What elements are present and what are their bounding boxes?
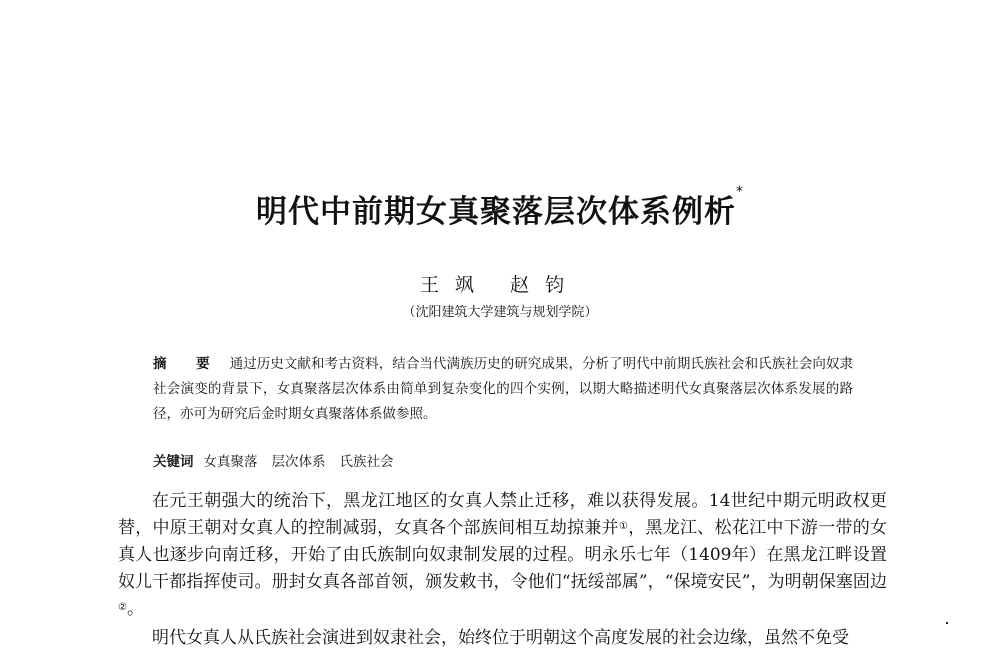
paper-title xyxy=(0,186,1000,231)
paper-title-text: 明代中前期女真聚落层次体系例析 xyxy=(256,194,736,230)
body-text xyxy=(118,488,887,652)
keyword: 层次体系 xyxy=(271,454,326,470)
body-paragraph xyxy=(118,488,887,623)
author-affiliation: （沈阳建筑大学建筑与规划学院） xyxy=(402,305,598,320)
footnote-ref: ① xyxy=(618,521,629,532)
author-names xyxy=(0,270,1000,297)
author-char: 飒 xyxy=(454,274,490,296)
keywords-label: 关键词 xyxy=(153,454,194,470)
body-paragraph: 明代女真人从氏族社会演进到奴隶社会，始终位于明朝这个高度发展的社会边缘，虽然不免受 xyxy=(152,628,849,648)
scan-dot xyxy=(946,622,948,624)
keyword: 氏族社会 xyxy=(339,454,394,470)
abstract-block xyxy=(153,352,853,427)
keywords-block xyxy=(153,450,853,470)
author-char: 钧 xyxy=(545,274,581,296)
body-text-segment: ，黑龙江、松花江中下游一带的女真人也逐步向南迁移，开始了由氏族制向奴隶制发展的过程。明永乐七年（1409年）在黑龙江畔设置奴儿干都指挥使司。册封女真各部首领，颁发敕书，令他们“抚绥部属”，“保境安民”，为明朝保塞固边 xyxy=(118,518,888,592)
title-footnote-mark: * xyxy=(736,184,744,200)
abstract-label: 摘 要 xyxy=(153,356,218,372)
author-char: 赵 xyxy=(510,274,546,296)
body-text-segment: 。 xyxy=(126,599,144,619)
author-char: 王 xyxy=(419,274,455,296)
body-text-segment: 在元王朝强大的统治下，黑龙江地区的女真人禁止迁移，难以获得发展。14世纪中期元明政权更替，中原王朝对女真人的控制减弱，女真各个部族间相互劫掠兼并 xyxy=(118,491,887,538)
footnote-ref: ② xyxy=(118,602,127,613)
keyword: 女真聚落 xyxy=(203,454,258,470)
abstract-text: 通过历史文献和考古资料，结合当代满族历史的研究成果，分析了明代中前期氏族社会和氏族社会向奴隶社会演变的背景下，女真聚落层次体系由简单到复杂变化的四个实例，以期大略描述明代女真聚落层次体系发展的路径，亦可为研究后金时期女真聚落体系做参照。 xyxy=(153,356,853,422)
